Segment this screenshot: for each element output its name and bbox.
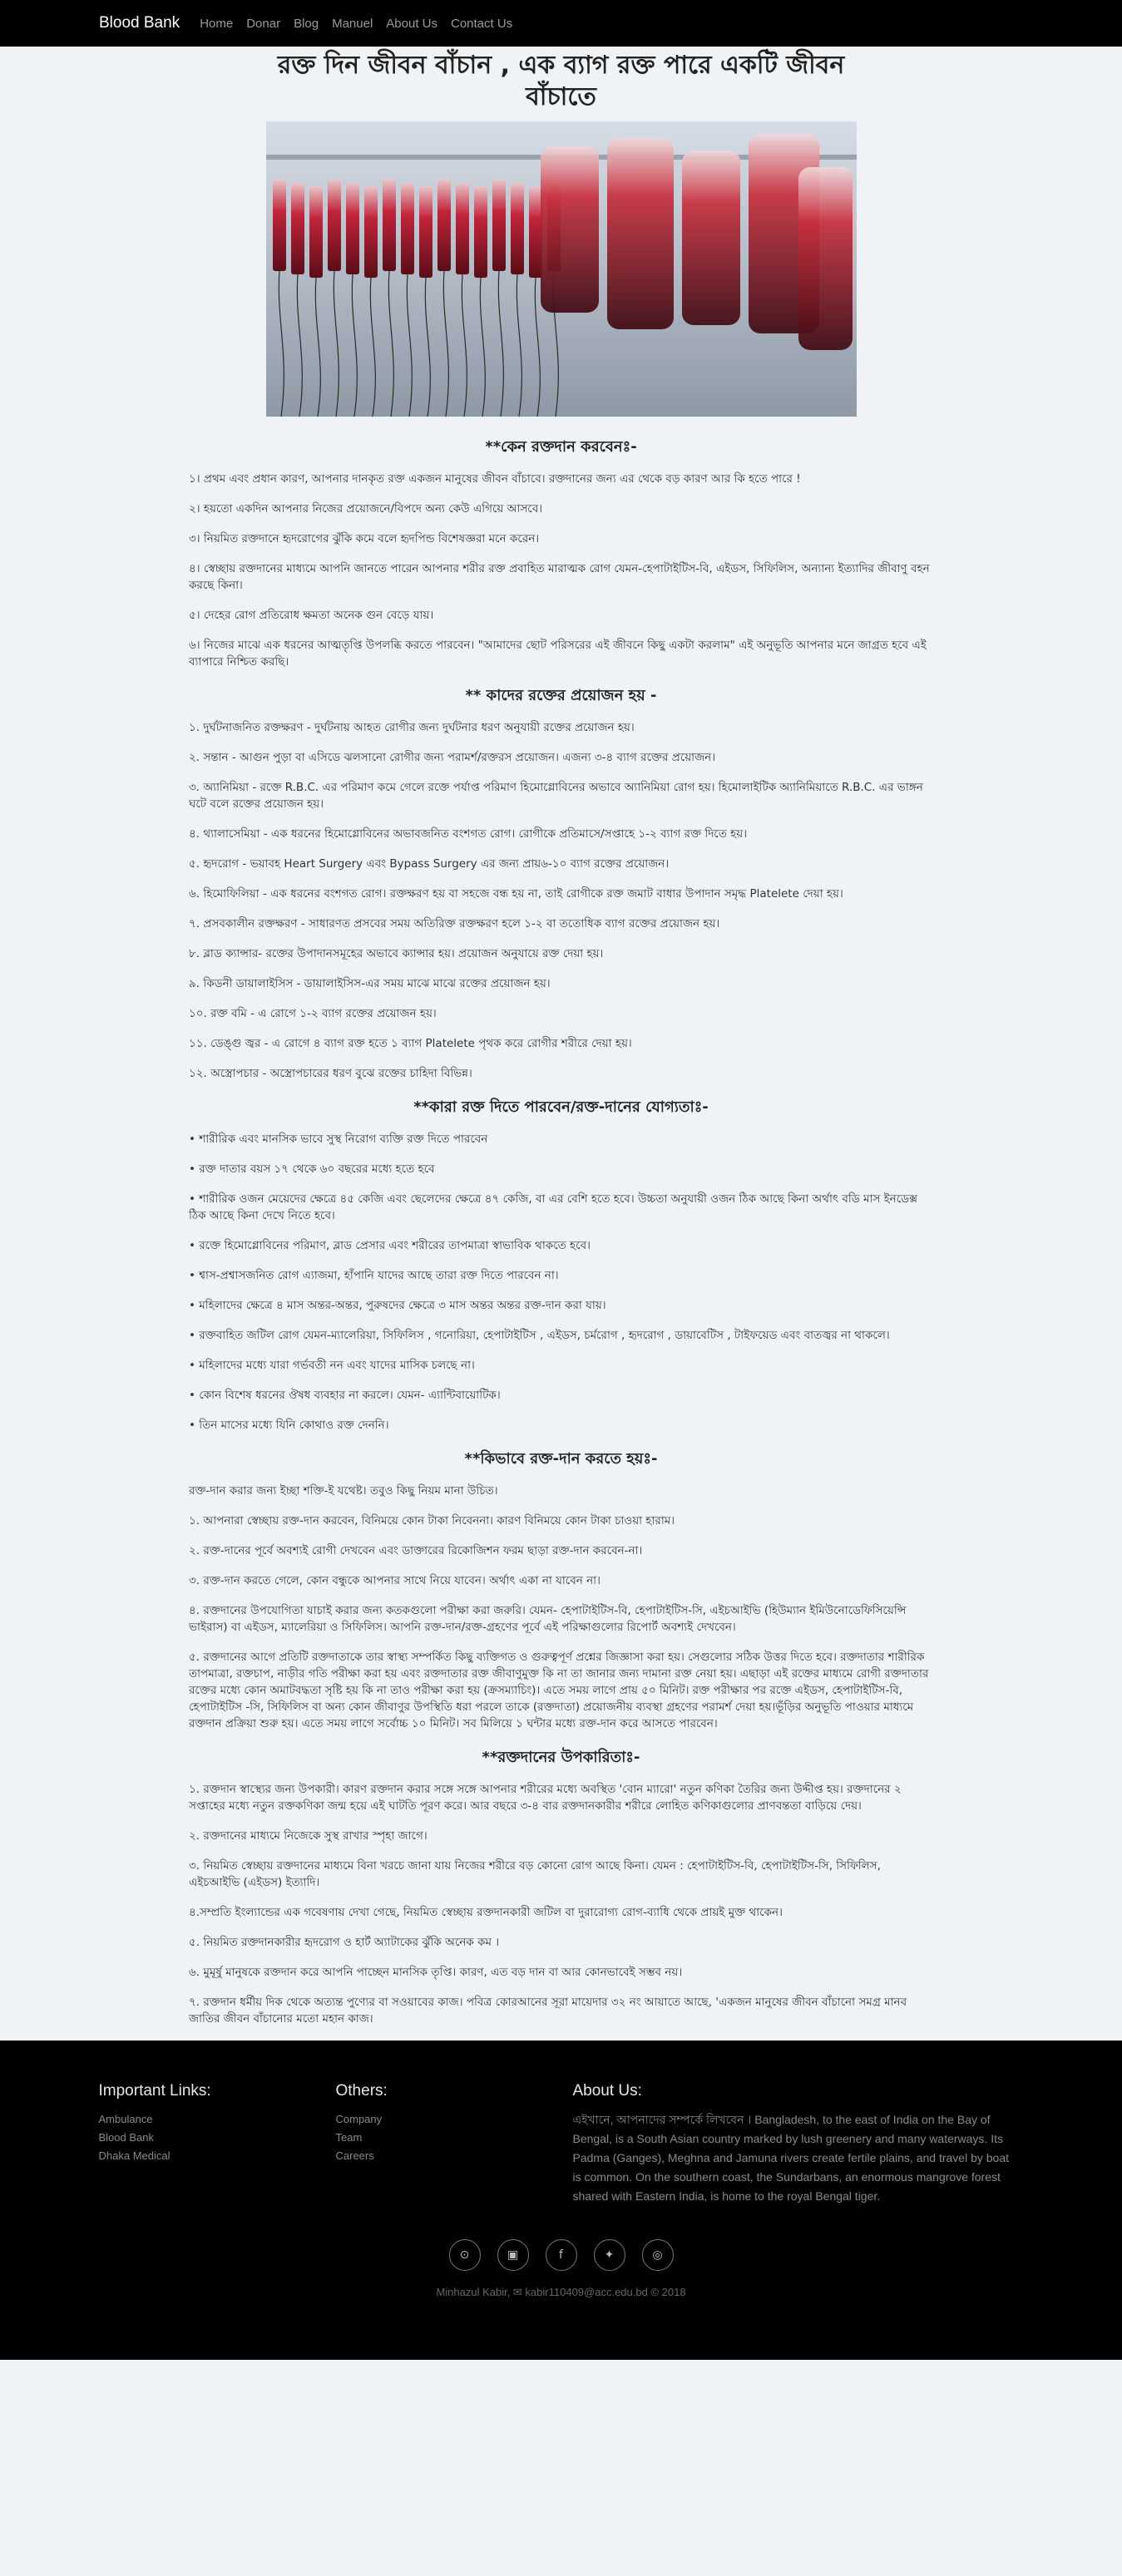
section-paragraph: ৮. ব্লাড ক্যান্সার- রক্তের উপাদানসমূহের অভাবে ক্যান্সার হয়। প্রয়োজন অনুযায়ে রক্ত দেয়া হয়। [189,947,604,960]
section-paragraph: ১. আপনারা স্বেচ্ছায় রক্ত-দান করবেন, বিনিময়ে কোন টাকা নিবেননা। কারণ বিনিময়ে কোন টাকা চাওয়া হারাম। [189,1514,675,1527]
blood-bag [456,183,469,274]
section-paragraph: ৩. রক্ত-দান করতে গেলে, কোন বন্ধুকে আপনার সাথে নিয়ে যাবেন। অর্থাৎ একা না যাবেন না। [189,1574,601,1587]
content-sections [189,435,933,2027]
section-paragraph: ৩. নিয়মিত স্বেচ্ছায় রক্তদানের মাধ্যমে বিনা খরচে জানা যায় নিজের শরীরে বড় কোনো রোগ আছে কিনা। যেমন : হেপাটাইটিস-বি, হেপাটাইটিস-সি, সিফিলিস, এইচআইভি (এইডস) ইত্যাদি। [189,1859,881,1889]
section-paragraph: ৪.সম্প্রতি ইংল্যান্ডের এক গবেষণায় দেখা গেছে, নিয়মিত স্বেচ্ছায় রক্তদানকারী জটিল বা দুরারোগ্য রোগ-ব্যাধি থেকে প্রায়ই মুক্ত থাকেন। [189,1906,783,1919]
section-paragraph: • কোন বিশেষ ধরনের ঔষধ ব্যবহার না করলে। যেমন- এ্যান্টিবায়োটিক। [189,1389,501,1402]
nav-link-blog[interactable]: Blog [294,16,319,31]
navbar [0,0,1122,47]
section-title: **কেন রক্তদান করবেনঃ- [485,438,637,456]
blood-bag [529,186,542,278]
section-paragraph: ১০. রক্ত বমি - এ রোগে ১-২ ব্যাগ রক্তের প্রয়োজন হয়। [189,1007,437,1020]
section-paragraph: রক্ত-দান করার জন্য ইচ্ছা শক্তি-ই যথেষ্ট। তবুও কিছু নিয়ম মানা উচিত। [189,1484,498,1498]
footer-about [573,2082,1014,2206]
section-paragraph: ৫। দেহের রোগ প্রতিরোধ ক্ষমতা অনেক গুন বেড়ে যায়। [189,609,434,622]
blood-bag [383,180,396,271]
section-paragraph: ১। প্রথম এবং প্রধান কারণ, আপনার দানকৃত রক্ত একজন মানুষের জীবন বাঁচাবে। রক্তদানের জন্য এর থেকে বড় কারণ আর কি হতে পারে ! [189,472,801,486]
nav-link-donar[interactable]: Donar [246,16,281,31]
footer-link-company[interactable]: Company [335,2113,383,2125]
section-paragraph: • তিন মাসের মধ্যে যিনি কোথাও রক্ত দেননি। [189,1419,389,1432]
footer-others [336,2082,573,2206]
blood-bag [401,183,414,274]
blood-bag [309,186,323,278]
footer-important-links [99,2082,336,2206]
section-title: **কারা রক্ত দিতে পারবেন/রক্ত-দানের যোগ্যতাঃ- [413,1098,709,1116]
copyright: Minhazul Kabir, ✉ kabir110409@acc.edu.bd © 2018 [436,2286,686,2298]
social-links [0,2239,1122,2271]
blood-bag [291,183,304,274]
section-paragraph: ১২. অস্ত্রোপচার - অস্ত্রোপচারের ধরণ বুঝে রক্তের চাহিদা বিভিন্ন। [189,1067,472,1080]
footer [0,2041,1122,2360]
section-paragraph: • শ্বাস-প্রশ্বাসজনিত রোগ এ্যাজমা, হাঁপানি যাদের আছে তারা রক্ত দিতে পারবেন না। [189,1269,559,1282]
footer-important-links-title: Important Links: [98,2082,211,2100]
section-paragraph: ৫. নিয়মিত রক্তদানকারীর হৃদরোগ ও হার্ট অ্যাটাকের ঝুঁকি অনেক কম । [189,1936,500,1949]
section-paragraph: ৩. অ্যানিমিয়া - রক্তে R.B.C. এর পরিমাণ কমে গেলে রক্তে পর্যাপ্ত পরিমাণ হিমোগ্লোবিনের অভাবে অ্যানিমিয়া রোগ হয়। হিমোলাইটিক অ্যানিমিয়াতে R.B.C. এর ভাঙ্গন ঘটে বলে রক্তের প্রয়োজন হয়। [189,781,923,811]
section-paragraph: • রক্তে হিমোগ্লোবিনের পরিমাণ, ব্লাড প্রেসার এবং শরীরের তাপমাত্রা স্বাভাবিক থাকতে হবে। [189,1239,591,1252]
twitter-icon[interactable]: ✦ [594,2239,625,2271]
section-title: **কিভাবে রক্ত-দান করতে হয়ঃ- [464,1450,658,1468]
section-paragraph: ১. রক্তদান স্বাস্থ্যের জন্য উপকারী। কারণ রক্তদান করার সঙ্গে সঙ্গে আপনার শরীরের মধ্যে অবস্থিত 'বোন ম্যারো' নতুন কণিকা তৈরির জন্য উদ্দীপ্ত হয়। রক্তদানের ২ সপ্তাহের মধ্যে নতুন রক্তকণিকা জন্ম হয়ে এই ঘাটতি পূরণ করে। আর বছরে ৩-৪ বার রক্তদানকারীর শরীরে লোহিত কণিকাগুলোর প্রাণবন্ততা বাড়িয়ে দেয়। [189,1783,902,1813]
blood-bag [474,186,487,278]
section-paragraph: ৫. হৃদরোগ - ভয়াবহ Heart Surgery এবং Bypass Surgery এর জন্য প্রায়৬-১০ ব্যাগ রক্তের প্রয়োজন। [189,857,670,871]
section-paragraph: ৬. হিমোফিলিয়া - এক ধরনের বংশগত রোগ। রক্তক্ষরণ হয় বা সহজে বন্ধ হয় না, তাই রোগীকে রক্ত জমাট বাধার উপাদান সমৃদ্ধ Platelete দেয়া হয়। [189,887,843,901]
section-title: ** কাদের রক্তের প্রয়োজন হয় - [465,687,657,704]
section-paragraph: • রক্ত দাতার বয়স ১৭ থেকে ৬০ বছরের মধ্যে হতে হবে [189,1162,435,1176]
section-paragraph: ২. রক্তদানের মাধ্যমে নিজেকে সুস্থ রাখার স্পৃহা জাগে। [189,1829,428,1843]
section-paragraph: ৪. থ্যালাসেমিয়া - এক ধরনের হিমোগ্লোবিনের অভাবজনিত বংশগত রোগ। রোগীকে প্রতিমাসে/সপ্তাহে ১-২ ব্যাগ রক্ত দিতে হয়। [189,827,748,841]
page-headline: রক্ত দিন জীবন বাঁচান , এক ব্যাগ রক্ত পারে একটি জীবন বাঁচাতে [277,51,845,111]
footer-about-text: এইখানে, আপনাদের সম্পর্কে লিখবেন । Bangladesh, to the east of India on the Bay of Bengal, is a South Asian country marked by lush greenery and many waterways. Its Padma (Ganges), Meghna and Jamuna rivers create fertile plains, and travel by boat is common. On the southern coast, the Sundarbans, an enormous mangrove forest shared with Eastern India, is home to the royal Bengal tiger. [572,2113,1010,2203]
section-paragraph: ১১. ডেঙ্গু জ্বর - এ রোগে ৪ ব্যাগ রক্ত হতে ১ ব্যাগ Platelete পৃথক করে রোগীর শরীরে দেয়া হয়। [189,1037,632,1050]
blood-bag [364,186,378,278]
section-paragraph: ২. সন্তান - আগুন পুড়া বা এসিডে ঝলসানো রোগীর জন্য পরামর্শ/রক্তরস প্রয়োজন। এজন্য ৩-৪ ব্যাগ রক্তের প্রয়োজন। [189,751,716,764]
blood-bags-illustration [266,121,857,417]
section-paragraph: • মহিলাদের মধ্যে যারা গর্ভবতী নন এবং যাদের মাসিক চলছে না। [189,1359,475,1372]
section-paragraph: • মহিলাদের ক্ষেত্রে ৪ মাস অন্তর-অন্তর, পুরুষদের ক্ষেত্রে ৩ মাস অন্তর অন্তর রক্ত-দান করা যায়। [189,1299,606,1312]
section-paragraph: ২। হয়তো একদিন আপনার নিজের প্রয়োজনে/বিপদে অন্য কেউ এগিয়ে আসবে। [189,502,543,516]
section-paragraph: ৪. রক্তদানের উপযোগিতা যাচাই করার জন্য কতকগুলো পরীক্ষা করা জরুরি। যেমন- হেপাটাইটিস-বি, হেপাটাইটিস-সি, এইচআইভি (হিউম্যান ইমিউনোডেফিসিয়েন্সি ভাইরাস) বা এইডস, ম্যালেরিয়া ও সিফিলিস। আপনি রক্ত-দান/রক্ত-গ্রহণের পূর্বে এই পরিক্ষাগুলোর রিপোর্ট অবশ্যই দেখবেন। [189,1604,907,1634]
blood-bag [328,180,341,271]
nav-link-contact-us[interactable]: Contact Us [451,16,513,31]
blood-bag-large [541,146,599,313]
section-paragraph: ৪। স্বেচ্ছায় রক্তদানের মাধ্যমে আপনি জানতে পারেন আপনার শরীর রক্ত প্রবাহিত মারাত্মক রোগ যেমন-হেপাটাইটিস-বি, এইডস, সিফিলিস, অন্যান্য ইত্যাদির জীবাণু বহন করছে কিনা। [189,562,930,592]
blood-bag [273,180,286,271]
blood-bag-large [607,138,674,329]
footer-link-careers[interactable]: Careers [335,2149,374,2162]
footer-others-title: Others: [335,2082,388,2100]
footer-link-blood-bank[interactable]: Blood Bank [98,2131,154,2144]
blood-bag [419,186,432,278]
footer-about-title: About Us: [572,2082,642,2100]
blood-bag-large [682,151,740,325]
section-paragraph: ৬। নিজের মাঝে এক ধরনের আত্মতৃপ্তি উপলব্ধি করতে পারবেন। "আমাদের ছোট পরিসরের এই জীবনে কিছু একটা করলাম" এই অনুভূতি আপনার মনে জাগ্রত হবে এই ব্যাপারে নিশ্চিত করছি। [189,639,927,669]
section-paragraph: ৩। নিয়মিত রক্তদানে হৃদরোগের ঝুঁকি কমে বলে হৃদপিন্ড বিশেষজ্ঞরা মনে করেন। [189,532,540,545]
blood-bag [346,183,359,274]
blood-bag-large [798,167,853,350]
section-paragraph: ৭. রক্তদান ধর্মীয় দিক থেকে অত্যন্ত পুণ্যের বা সওয়াবের কাজ। পবিত্র কোরআনের সূরা মায়েদার ৩২ নং আয়াতে আছে, 'একজন মানুষের জীবন বাঁচানো সমগ্র মানব জাতির জীবন বাঁচানোর মতো মহান কাজ। [189,1996,907,2026]
section-paragraph: ৭. প্রসবকালীন রক্তক্ষরণ - সাধারণত প্রসবের সময় অতিরিক্ত রক্তক্ষরণ হলে ১-২ বা ততোধিক ব্যাগ রক্তের প্রয়োজন হয়। [189,917,720,930]
section-paragraph: ৯. কিডনী ডায়ালাইসিস - ডায়ালাইসিস-এর সময় মাঝে মাঝে রক্তের প্রয়োজন হয়। [189,977,551,990]
footer-link-team[interactable]: Team [335,2131,363,2144]
section-paragraph: • রক্তবাহিত জটিল রোগ যেমন-ম্যালেরিয়া, সিফিলিস , গনোরিয়া, হেপাটাইটিস , এইডস, চর্মরোগ , হৃদরোগ , ডায়াবেটিস , টাইফয়েড এবং বাতজ্বর না থাকলে। [189,1329,890,1342]
blood-bags-image [266,121,857,417]
instagram-icon[interactable]: ▣ [497,2239,529,2271]
nav-link-about-us[interactable]: About Us [386,16,437,31]
section-paragraph: ৬. মুমূর্ষু মানুষকে রক্তদান করে আপনি পাচ্ছেন মানসিক তৃপ্তি। কারণ, এত বড় দান বা আর কোনভাবেই সম্ভব নয়। [189,1966,683,1979]
section-paragraph: ২. রক্ত-দানের পূর্বে অবশ্যই রোগী দেখবেন এবং ডাক্তারের রিকোজিশন ফরম ছাড়া রক্ত-দান করবেন-না। [189,1544,643,1557]
blood-bag [437,180,451,271]
section-paragraph: • শারীরিক ওজন মেয়েদের ক্ষেত্রে ৪৫ কেজি এবং ছেলেদের ক্ষেত্রে ৪৭ কেজি, বা এর বেশি হতে হবে। উচ্চতা অনুযায়ী ওজন ঠিক আছে কিনা অর্থাৎ বডি মাস ইনডেক্স ঠিক আছে কিনা দেখে নিতে হবে। [189,1192,917,1222]
main-content [189,47,933,2027]
footer-link-ambulance[interactable]: Ambulance [98,2113,153,2125]
nav-link-home[interactable]: Home [200,16,234,31]
section-title: **রক্তদানের উপকারিতাঃ- [482,1749,640,1766]
nav-link-manuel[interactable]: Manuel [332,16,373,31]
section-paragraph: ১. দুর্ঘটনাজনিত রক্তক্ষরণ - দুর্ঘটনায় আহত রোগীর জন্য দুর্ঘটনার ধরণ অনুযায়ী রক্তের প্রয়োজন হয়। [189,721,635,734]
facebook-icon[interactable]: f [546,2239,577,2271]
footer-link-dhaka-medical[interactable]: Dhaka Medical [98,2149,171,2162]
section-paragraph: • শারীরিক এবং মানসিক ভাবে সুস্থ নিরোগ ব্যক্তি রক্ত দিতে পারবেন [189,1133,488,1146]
blood-bag [511,183,524,274]
blood-bag [492,180,506,271]
instagram-icon[interactable]: ◎ [642,2239,674,2271]
section-paragraph: ৫. রক্তদানের আগে প্রতিটি রক্তদাতাকে তার স্বাস্থ্য সম্পর্কিত কিছু ব্যক্তিগত ও গুরুত্বপূর্ণ প্রশ্নের জিজ্ঞাসা করা হয়। সেগুলোর সঠিক উত্তর দিতে হবে। রক্তদাতার শারীরিক তাপমাত্রা, রক্তচাপ, নাড়ীর গতি পরীক্ষা করা হয় এবং রক্তদাতার রক্ত জীবাণুমুক্ত কি না তা জানার জন্য দামানা রক্ত নেয়া হয়। এছাড়া এই রক্তের মাধ্যমে রোগী রক্তদাতার রক্তের মধ্যে কোন অমাটবদ্ধতা সৃষ্টি হয় কি না তাও পরীক্ষা করা হয় (ক্রসম্যাচিং)। এতে সময় লাগে প্রায় ৫০ মিনিট। রক্ত পরীক্ষার পর রক্তে এইডস, হেপাটাইটিস-বি, হেপাটাইটিস -সি, সিফিলিস বা অন্য কোন জীবাণুর উপস্থিতি ধরা পরলে তাকে (রক্তদাতা) প্রয়োজনীয় ব্যবস্থা গ্রহণের পরামর্শ দেয়া হয়।ভূঁড়ির অনুভূতি পাওয়ার মাধ্যমে রক্তদান প্রক্রিয়া শুরু হয়। এতে সময় লাগে সর্বোচ্চ ১০ মিনিট। সব মিলিয়ে ১ ঘন্টার মধ্যে রক্ত-দান করে আসতে পারবেন। [189,1651,929,1730]
brand-logo[interactable]: Blood Bank [99,14,180,32]
github-icon[interactable]: ⊙ [449,2239,481,2271]
